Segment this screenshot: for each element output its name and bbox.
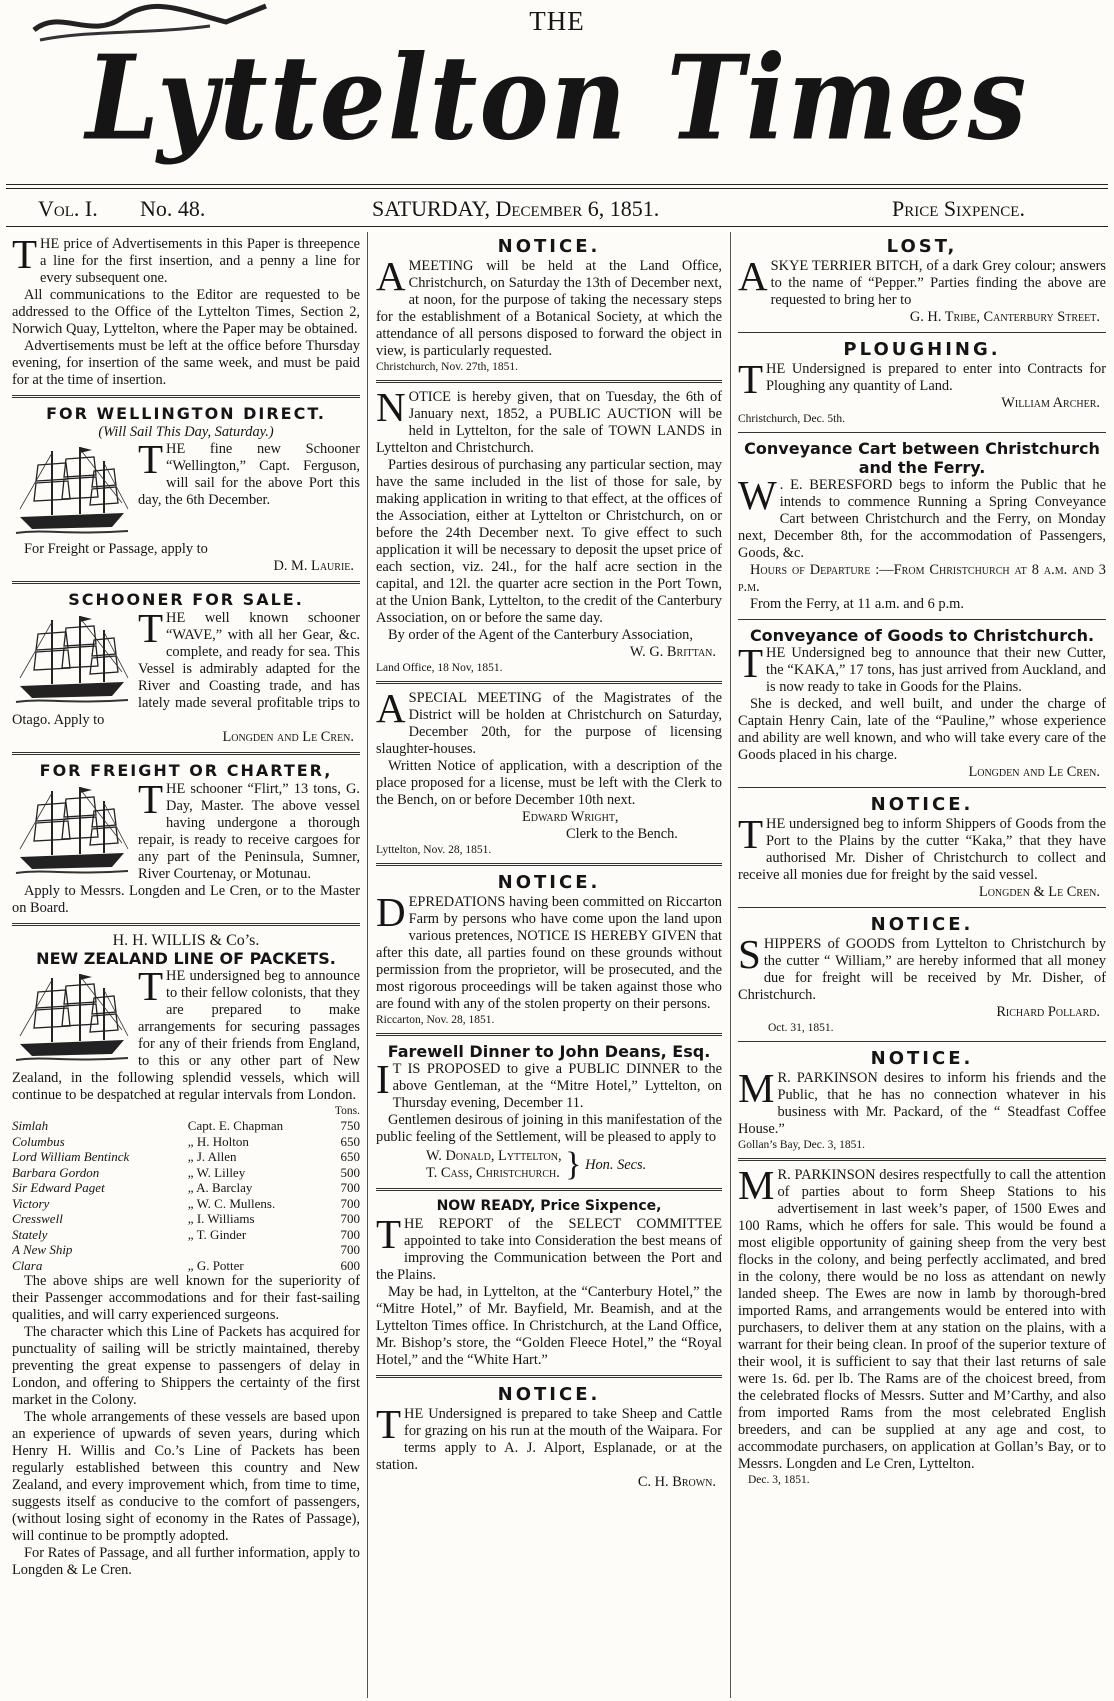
drop-cap: S (738, 931, 761, 977)
fleet-row (12, 1242, 360, 1258)
notice-heading: NOTICE. (870, 1048, 974, 1069)
notice-parkinson-coffee-house (738, 1048, 1106, 1152)
notice-body: EPREDATIONS having been committed on Riccarton Farm by persons who have come upon the land upon various pretences, NOTICE IS HEREBY GIVEN that after this date, all parties found on these grounds without permission from the proprietor, will be prosecuted, and the most rigorous proceedings will be taken against those who are found with any of the stolen property on their persons. (376, 894, 722, 1012)
notice-heading: PLOUGHING. (843, 339, 1001, 360)
ship-name: Barbara Gordon (12, 1164, 100, 1180)
ad-subheading: NEW ZEALAND LINE OF PACKETS. (36, 949, 336, 968)
notice-signature: W. G. Brittan. (629, 644, 716, 660)
separator (376, 863, 722, 866)
notice-body: SPECIAL MEETING of the Magistrates of the District will be holden at Christchurch on Saturday, December 20th, for the purpose of licensing slaughter-houses. (376, 690, 722, 757)
fleet-row (12, 1180, 360, 1196)
advertising-terms (12, 236, 360, 389)
separator (738, 1041, 1106, 1042)
ship-tons: 600 (340, 1257, 360, 1273)
ship-name: Sir Edward Paget (12, 1180, 105, 1195)
ad-willis-packets (12, 932, 360, 1579)
drop-cap: T (738, 811, 764, 857)
separator (738, 907, 1106, 908)
notice-committee-report (376, 1197, 722, 1369)
notice-paragraph: By order of the Agent of the Canterbury Association, (388, 627, 693, 643)
ship-tons: 700 (340, 1226, 360, 1242)
drop-cap: T (738, 356, 764, 402)
ad-body: HE schooner “Flirt,” 13 tons, G. Day, Master. The above vessel having undergone a thorough repair, is ready to receive cargoes for any part of the Peninsula, Sumner, River Courtenay, or Motunau. (138, 781, 360, 882)
notice-signature: Longden and Le Cren. (968, 764, 1100, 780)
secretaries-label: Hon. Secs. (585, 1156, 647, 1173)
notice-heading: Conveyance Cart between Christchurch and the Ferry. (744, 439, 1100, 477)
ship-name: Stately (12, 1226, 48, 1242)
drop-cap: M (738, 1065, 775, 1111)
notice-body: HIPPERS of GOODS from Lyttelton to Christchurch by the cutter “ William,” are hereby informed that all money due for freight will be received by Mr. Disher, of Christchurch. (738, 936, 1106, 1003)
ad-signature: D. M. Laurie. (273, 558, 354, 574)
separator (12, 752, 360, 755)
ship-master: „ G. Potter (187, 1257, 244, 1273)
ship-tons: 700 (340, 1180, 360, 1195)
notice-heading: NOTICE. (497, 236, 601, 257)
separator (376, 1033, 722, 1036)
drop-cap: T (738, 640, 764, 686)
notice-date: Land Office, 18 Nov, 1851. (376, 662, 503, 674)
fleet-row (12, 1211, 360, 1227)
secretaries-names (426, 1148, 562, 1182)
ship-master (188, 1242, 331, 1258)
secretary-1: W. Donald, Lyttelton, (426, 1148, 562, 1164)
notice-heading: NOTICE. (870, 914, 974, 935)
ship-master: „ H. Holton (187, 1133, 249, 1149)
notice-hours: Hours of Departure :—From Christchurch at 8 a.m. and 3 p.m. (738, 562, 1106, 595)
separator (738, 1158, 1106, 1161)
drop-cap: D (376, 889, 406, 935)
ad-wave (12, 590, 360, 746)
notice-ploughing (738, 339, 1106, 426)
ship-master: „ J. Allen (187, 1149, 237, 1164)
ship-name: Simlah (12, 1118, 49, 1133)
notice-heading: Conveyance of Goods to Christchurch. (749, 626, 1095, 645)
dateline-rule (6, 226, 1108, 227)
fleet-row (12, 1149, 360, 1165)
notice-date: Gollan’s Bay, Dec. 3, 1851. (738, 1139, 866, 1151)
notice-signature: C. H. Brown. (637, 1474, 716, 1490)
fleet-row (12, 1227, 360, 1243)
notice-heading: LOST, (886, 236, 958, 257)
notice-signature: Longden & Le Cren. (978, 884, 1100, 900)
ship-tons: 700 (340, 1242, 360, 1257)
issue-number: No. 48. (140, 196, 206, 221)
notice-signature: G. H. Tribe, Canterbury Street. (909, 309, 1100, 325)
drop-cap: T (12, 236, 38, 277)
notice-heading: NOTICE. (497, 1384, 601, 1405)
notice-signature: Richard Pollard. (996, 1004, 1100, 1020)
notice-body: HE undersigned beg to inform Shippers of Goods from the Port to the Plains by the cutter “Kaka,” that they have authorised Mr. Disher of Christchurch to collect and receive all monies due for freight by the said vessel. (738, 816, 1106, 883)
secretary-2: T. Cass, Christchurch. (426, 1165, 560, 1181)
notice-kaka-goods (738, 626, 1106, 781)
ad-paragraph: The character which this Line of Packets has acquired for punctuality of sailing will be strictly maintained, thereby preventing the great expense to passengers of delay in London, and offering to Shippers the certainty of the first market in the Colony. (12, 1324, 360, 1408)
masthead-title: Lyttelton Times (85, 28, 1029, 167)
separator (12, 923, 360, 926)
ad-paragraph: The above ships are well known for the superiority of their Passenger accommodations and for their fast-sailing qualities, and will carry experienced surgeons. (12, 1273, 360, 1323)
notice-date: Riccarton, Nov. 28, 1851. (376, 1014, 495, 1026)
ship-name: A New Ship (12, 1242, 73, 1257)
drop-cap: T (138, 963, 164, 1009)
drop-cap: N (376, 384, 406, 430)
ad-paragraph: The whole arrangements of these vessels are based upon an experience of upwards of seven years, during which Henry H. Willis and Co.’s Line of Packets has been regularly established between this country and New Zealand, and every improvement which, from time to time, suggests itself as conducive to the comfort of passengers, (without losing sight of economy in the Rates of Passage), will continue to be promptly adopted. (12, 1409, 360, 1544)
fleet-row (12, 1118, 360, 1134)
ship-engraving (12, 612, 132, 708)
notice-magistrates (376, 685, 722, 857)
dateline (10, 196, 1104, 224)
notice-farewell-dinner (376, 1042, 722, 1182)
notice-body: HE Undersigned beg to announce that their new Cutter, the “KAKA,” 17 tons, has just arrived from Auckland, and is now ready to take in Goods for the Plains. (766, 645, 1106, 695)
notice-body: HE REPORT of the SELECT COMMITTEE appointed to take into Consideration the best means of improving the Communication between the Port and the Plains. (376, 1216, 722, 1283)
fleet-row (12, 1196, 360, 1212)
notice-body: R. PARKINSON desires respectfully to call the attention of parties about to form Sheep Stations to his advertisement in last week’s paper, of 1500 Ewes and 100 Rams, which he offers for sale. This would be found a most eligible opportunity of gaining sheep from the very best flocks in the colony, and being perfectly acclimated, and bred in the colony, there would be no loss as attendant on newly landed sheep. The Ewes are now in lamb by thorough-bred imported Rams, and arrangements would be entered into with purchasers, to deliver them at any station on the plains, with a warrant for their being clean. In proof of the superior texture of their wool, it is sufficient to say that their last returns of sale were 1s. 6d. per lb. The Rams are of the choicest breed, from the celebrated flocks of Messrs. Sutter and M’Carthy, and also from imported Rams from the most celebrated English breeders, and can be supplied at any age and cost, to accommodate purchasers, on application at Gollan’s Bay, or to Messrs. Longden and Le Cren, Lyttelton. (738, 1167, 1106, 1472)
notice-heading: NOW READY, Price Sixpence, (436, 1198, 662, 1214)
ad-heading: SCHOONER FOR SALE. (68, 590, 304, 609)
notice-paragraph: She is decked, and well built, and under the charge of Captain Henry Cain, late of the “Pauline,” whose experience and ability are well known, and who will take every care of the Goods placed in his charge. (738, 696, 1106, 763)
ship-master: „ T. Ginder (187, 1226, 247, 1242)
column-2 (376, 236, 722, 1696)
notice-paragraph: Written Notice of application, with a description of the place proposed for a license, must be left with the Clerk to the Bench, on or before December 10th next. (376, 758, 722, 808)
ad-paragraph: For Rates of Passage, and all further information, apply to Longden & Le Cren. (12, 1545, 360, 1578)
notice-body: . E. BERESFORD begs to inform the Public that he intends to commence Running a Spring Conveyance Cart between Christchurch and the Ferry, on Monday next, December 8th, for the accommodation of Passengers, Goods, &c. (738, 477, 1106, 561)
notice-signature-title: Clerk to the Bench. (566, 826, 678, 842)
notice-heading: Farewell Dinner to John Deans, Esq. (387, 1042, 711, 1061)
notice-signature: Edward Wright, (522, 809, 619, 825)
fleet-row (12, 1258, 360, 1274)
ship-master: „ I. Williams (187, 1211, 255, 1226)
notice-body: HE Undersigned is prepared to enter into Contracts for Ploughing any quantity of Land. (766, 361, 1106, 394)
ship-name: Victory (12, 1195, 50, 1211)
notice-body: T IS PROPOSED to give a PUBLIC DINNER to the above Gentleman, at the “Mitre Hotel,” Lyttelton, on Thursday evening, December 11. (392, 1061, 722, 1111)
ship-master: „ W. Lilley (187, 1164, 246, 1180)
ad-heading: H. H. WILLIS & Co’s. (112, 932, 260, 949)
drop-cap: A (738, 253, 768, 299)
notice-paragraph: May be had, in Lyttelton, at the “Canterbury Hotel,” the “Mitre Hotel,” of Mr. Bayfield, Mr. Beamish, and at the Lyttelton Times office. In Christchurch, at the Land Office, Mr. Bishop’s store, the “Golden Fleece Hotel,” the “Royal Hotel,” and the “White Hart.” (376, 1284, 722, 1368)
notice-land-auction (376, 384, 722, 675)
terms-deadline: Advertisements must be left at the office before Thursday evening, for insertion of the same week, and must be paid for at the time of insertion. (12, 338, 360, 388)
ad-wellington (12, 404, 360, 575)
ad-heading: FOR WELLINGTON DIRECT. (46, 404, 326, 423)
drop-cap: T (138, 436, 164, 482)
drop-cap: A (376, 253, 406, 299)
volume: Vol. I. (38, 196, 98, 221)
notice-ferry-hours: From the Ferry, at 11 a.m. and 6 p.m. (750, 596, 964, 612)
drop-cap: T (138, 605, 164, 651)
notice-shippers-william (738, 914, 1106, 1035)
terms-communications: All communications to the Editor are requested to be addressed to the Office of the Lyttelton Times, Section 2, Norwich Quay, Lyttelton, where the Paper may be obtained. (12, 287, 360, 337)
masthead-rule-top-2 (6, 188, 1108, 189)
separator (738, 787, 1106, 788)
masthead-the: THE (529, 6, 585, 36)
ship-engraving (12, 443, 132, 539)
ad-body: HE well known schooner “WAVE,” with all her Gear, &c. complete, and ready for sea. This Vessel is admirably adapted for the River and Coasting trade, and has lately made several profitable trips to Otago. Apply to (12, 610, 360, 728)
separator (376, 1375, 722, 1378)
brace-glyph: } (565, 1146, 582, 1183)
ad-flirt (12, 761, 360, 917)
notice-botanical-society (376, 236, 722, 374)
ship-name: Lord William Bentinck (12, 1149, 130, 1164)
price: Price Sixpence. (892, 196, 1025, 221)
notice-paragraph: Gentlemen desirous of joining in this manifestation of the public feeling of the Settlement, will be pleased to apply to (376, 1112, 722, 1145)
notice-paragraph: Parties desirous of purchasing any particular section, may have the same included in the list of those for sale, by making application in writing to that effect, at the offices of the Association, either at Lyttelton or Christchurch, on or before the 24th December next. To give effect to such application it will be necessary to deposit the upset price of each section, viz. 24l., for the half acre section in the capital, and 12l. the quarter acre section in the Port Town, at the Union Bank, Lyttelton, to the credit of the Canterbury Association, on or before the same day. (376, 457, 722, 626)
notice-heading: NOTICE. (870, 794, 974, 815)
notice-signature: William Archer. (1001, 395, 1100, 411)
ship-tons: 700 (340, 1195, 360, 1211)
separator (376, 1188, 722, 1191)
notice-body: HE Undersigned is prepared to take Sheep and Cattle for grazing on his run at the mouth of the Waipara. For terms apply to A. J. Alport, Esplanade, or at the station. (376, 1406, 722, 1473)
notice-heading: NOTICE. (497, 872, 601, 893)
notice-waipara (376, 1384, 722, 1491)
ship-master: „ W. C. Mullens. (187, 1195, 276, 1211)
notice-parkinson-sheep (738, 1162, 1106, 1487)
ad-subheading: (Will Sail This Day, Saturday.) (98, 424, 274, 440)
ship-master: Capt. E. Chapman (187, 1118, 284, 1133)
separator (376, 681, 722, 684)
ship-tons: 700 (340, 1211, 360, 1226)
notice-date: Lyttelton, Nov. 28, 1851. (376, 844, 492, 856)
separator (12, 395, 360, 398)
ship-engraving (12, 783, 132, 879)
tons-label: Tons. (334, 1105, 360, 1117)
notice-body: OTICE is hereby given, that on Tuesday, the 6th of January next, 1852, a PUBLIC AUCTION will be held in Lyttelton, for the sale of TOWN LANDS in Lyttelton and Christchurch. (376, 389, 722, 456)
ship-tons: 650 (340, 1133, 360, 1149)
ad-signature: Longden and Le Cren. (222, 729, 354, 745)
notice-body: SKYE TERRIER BITCH, of a dark Grey colour; answers to the name of “Pepper.” Parties finding the above are requested to bring her to (770, 258, 1106, 308)
drop-cap: T (138, 776, 164, 822)
ship-name: Cresswell (12, 1211, 63, 1226)
ship-tons: 500 (340, 1164, 360, 1180)
column-divider-1 (367, 232, 368, 1698)
notice-riccarton (376, 872, 722, 1027)
fleet-row (12, 1165, 360, 1181)
column-1 (12, 236, 360, 1696)
drop-cap: I (376, 1056, 390, 1102)
ship-tons: 750 (340, 1118, 360, 1133)
ship-master: „ A. Barclay (187, 1180, 253, 1195)
drop-cap: A (376, 685, 406, 731)
notice-shippers-kaka (738, 794, 1106, 901)
ship-name: Clara (12, 1257, 43, 1273)
notice-date: Oct. 31, 1851. (768, 1022, 834, 1034)
ship-engraving (12, 970, 132, 1066)
notice-date: Christchurch, Dec. 5th. (738, 413, 845, 425)
drop-cap: T (376, 1211, 402, 1257)
separator (376, 380, 722, 383)
ad-body: HE undersigned beg to announce to their fellow colonists, that they are prepared to make arrangements for securing passages for any of their friends from England, to this or any other part of New Zealand, in the following splendid vessels, which will continue to be despatched at regular intervals from London. (12, 968, 360, 1103)
issue-date: SATURDAY, December 6, 1851. (372, 196, 660, 221)
drop-cap: T (376, 1401, 402, 1447)
notice-conveyance-cart (738, 439, 1106, 613)
separator (738, 332, 1106, 333)
separator (738, 619, 1106, 620)
terms-rates: HE price of Advertisements in this Paper is threepence a line for the first insertion, and a penny a line for every subsequent one. (40, 236, 360, 286)
drop-cap: M (738, 1162, 775, 1208)
ad-apply: For Freight or Passage, apply to (24, 541, 208, 557)
notice-lost-dog (738, 236, 1106, 326)
separator (12, 581, 360, 584)
ad-body: HE fine new Schooner “Wellington,” Capt. Ferguson, will sail for the above Port this day, the 6th December. (138, 441, 360, 508)
drop-cap: W (738, 472, 777, 518)
fleet-table (12, 1118, 360, 1273)
notice-body: MEETING will be held at the Land Office, Christchurch, on Saturday the 13th of December next, at noon, for the purpose of taking the necessary steps for the establishment of a Botanical Society, at which the attendance of all persons disposed to forward the object in view, is particularly requested. (376, 258, 722, 359)
ad-heading: FOR FREIGHT OR CHARTER, (39, 761, 333, 780)
masthead-rule-top (6, 184, 1108, 185)
notice-body: R. PARKINSON desires to inform his friends and the Public, that he has no connection whatever in his business with Mr. Packard, of the “ Steadfast Coffee House.” (738, 1070, 1106, 1137)
separator (738, 432, 1106, 433)
fleet-row (12, 1134, 360, 1150)
notice-date: Christchurch, Nov. 27th, 1851. (376, 361, 519, 373)
column-3 (738, 236, 1106, 1696)
ad-apply: Apply to Messrs. Longden and Le Cren, or to the Master on Board. (12, 883, 360, 916)
ship-name: Columbus (12, 1133, 65, 1149)
secretaries (376, 1148, 722, 1182)
notice-date: Dec. 3, 1851. (748, 1474, 810, 1486)
ship-tons: 650 (340, 1149, 360, 1164)
column-divider-2 (730, 232, 731, 1698)
